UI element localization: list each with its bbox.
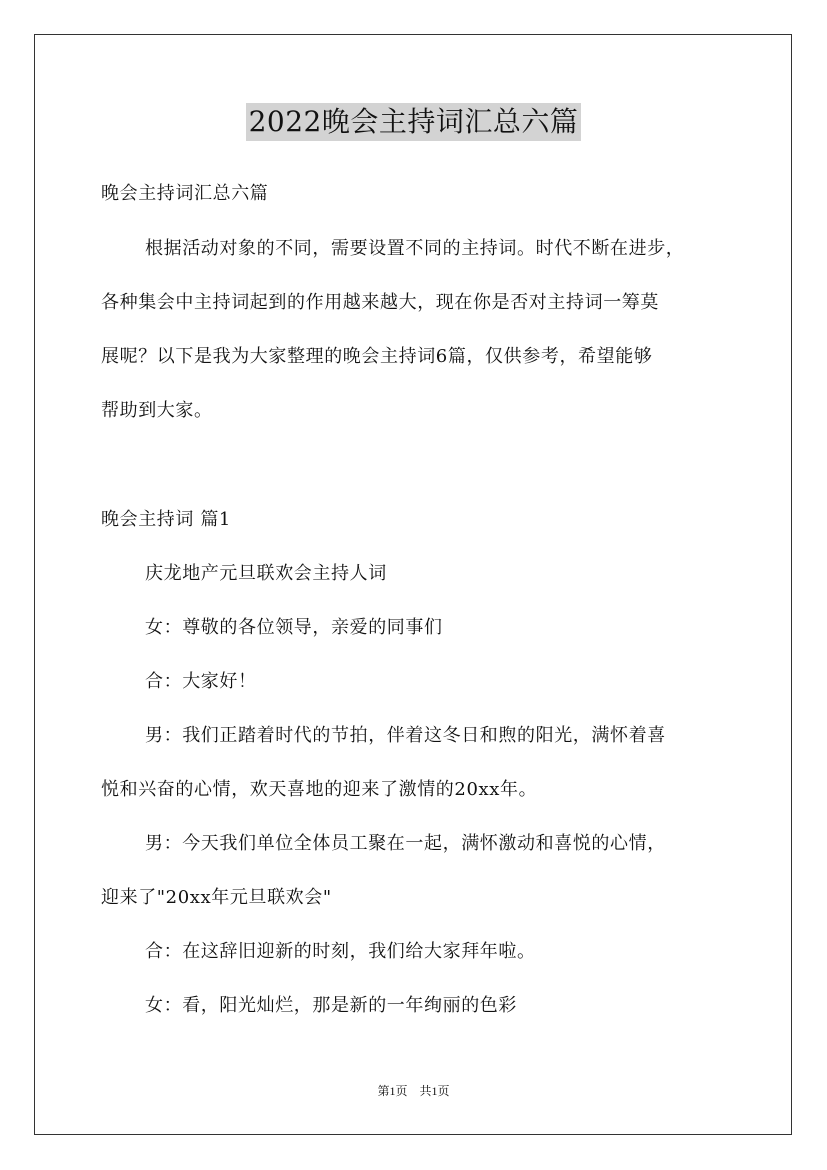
paragraph-line: 展呢？以下是我为大家整理的晚会主持词6篇，仅供参考，希望能够 [101, 346, 653, 367]
paragraph-line: 根据活动对象的不同，需要设置不同的主持词。时代不断在进步， [145, 238, 685, 259]
title-container [0, 103, 827, 141]
paragraph-line: 悦和兴奋的心情，欢天喜地的迎来了激情的20xx年。 [101, 779, 538, 800]
document-title: 2022晚会主持词汇总六篇 [246, 103, 582, 141]
page-footer [0, 1083, 827, 1099]
paragraph-line: 男：我们正踏着时代的节拍，伴着这冬日和煦的阳光，满怀着喜 [145, 725, 666, 746]
paragraph-line: 女：尊敬的各位领导，亲爱的同事们 [145, 617, 443, 638]
paragraph-line: 合：在这辞旧迎新的时刻，我们给大家拜年啦。 [145, 941, 536, 962]
paragraph-line: 女：看，阳光灿烂，那是新的一年绚丽的色彩 [145, 995, 517, 1016]
section-heading: 晚会主持词 篇1 [101, 509, 231, 530]
paragraph-line: 合：大家好！ [145, 671, 257, 692]
paragraph-line: 迎来了"20xx年元旦联欢会" [101, 887, 332, 908]
paragraph-line: 男：今天我们单位全体员工聚在一起，满怀激动和喜悦的心情， [145, 833, 666, 854]
section-heading: 晚会主持词汇总六篇 [101, 183, 269, 204]
page-number: 第1页 [377, 1084, 408, 1098]
paragraph-line: 帮助到大家。 [101, 400, 213, 421]
page-total: 共1页 [419, 1084, 450, 1098]
paragraph-line: 庆龙地产元旦联欢会主持人词 [145, 563, 387, 584]
paragraph-line: 各种集会中主持词起到的作用越来越大，现在你是否对主持词一筹莫 [101, 292, 659, 313]
